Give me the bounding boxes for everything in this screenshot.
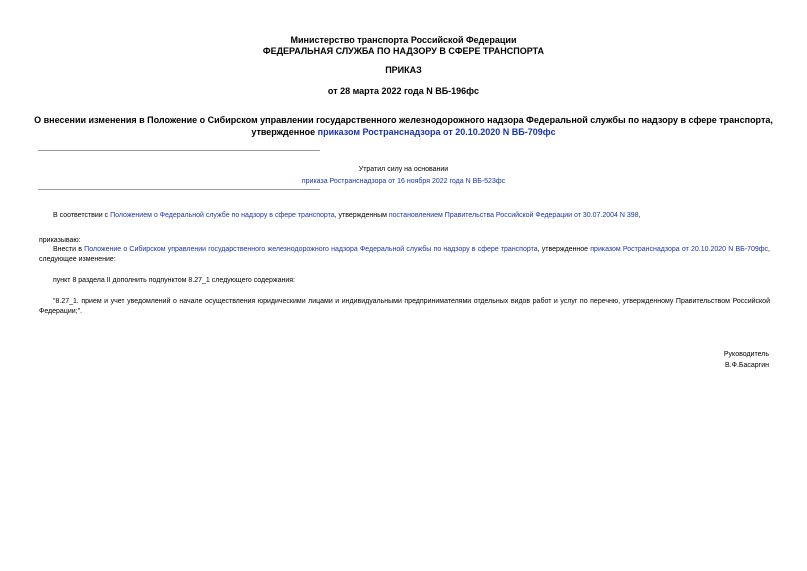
paragraph-quote: "8.27_1. прием и учет уведомлений о начале осуществления юридическими лицами и индивидуальными предпринимателями отдельных видов работ и услуг по перечню, утвержденному Правительством Российской Федерации;". xyxy=(39,298,770,315)
title-text: О внесении изменения в Положение о Сибирском управлении государственного железнодорожного надзора Федеральной службы по надзору в сфере транспорта, утвержденное xyxy=(34,115,773,137)
paragraph-basis xyxy=(39,211,770,221)
service-name: ФЕДЕРАЛЬНАЯ СЛУЖБА ПО НАДЗОРУ В СФЕРЕ ТРАНСПОРТА xyxy=(262,46,545,56)
paragraph-item: пункт 8 раздела II дополнить подпунктом 8.27_1 следующего содержания: xyxy=(53,277,296,284)
link-fst-regulation[interactable]: Положением о Федеральной службе по надзору в сфере транспорта xyxy=(110,212,335,219)
divider-top xyxy=(38,150,320,151)
paragraph-amendment xyxy=(39,245,770,265)
ministry-name: Министерство транспорта Российской Федерации xyxy=(290,35,517,45)
doc-type: ПРИКАЗ xyxy=(385,65,422,75)
signer-name: В.Ф.Басаргин xyxy=(725,362,769,369)
text-fragment: В соответствии с xyxy=(53,212,111,219)
text-fragment: , утвержденное xyxy=(537,246,591,253)
signer-position: Руководитель xyxy=(723,351,769,358)
status-text: Утратил силу на основании xyxy=(358,166,449,173)
divider-bottom xyxy=(38,189,320,190)
document-title xyxy=(30,114,777,138)
status-note xyxy=(0,164,807,188)
text-fragment: , утвержденным xyxy=(334,212,389,219)
link-government-decree[interactable]: постановлением Правительства Российской Федерации от 30.07.2004 N 398 xyxy=(388,212,639,219)
order-date: от 28 марта 2022 года N ВБ-196фс xyxy=(327,86,480,96)
signature-block xyxy=(724,349,769,371)
link-order-709[interactable]: приказом Ространснадзора от 20.10.2020 N ВБ-709фс xyxy=(590,246,769,253)
paragraph-order-word: приказываю: xyxy=(39,237,81,244)
status-link-repeal-order[interactable]: приказа Ространснадзора от 16 ноября 2022 года N ВБ-523фс xyxy=(301,178,506,185)
text-fragment: , следующее изменение: xyxy=(39,246,770,263)
link-siberian-regulation[interactable]: Положение о Сибирском управлении государственного железнодорожного надзора Федеральной службы по надзору в сфере транспорта xyxy=(84,246,538,253)
document-header xyxy=(0,35,807,57)
title-link-order[interactable]: приказом Ространснадзора от 20.10.2020 N ВБ-709фс xyxy=(317,127,556,137)
text-fragment: , xyxy=(638,212,641,219)
text-fragment: Внести в xyxy=(53,246,85,253)
